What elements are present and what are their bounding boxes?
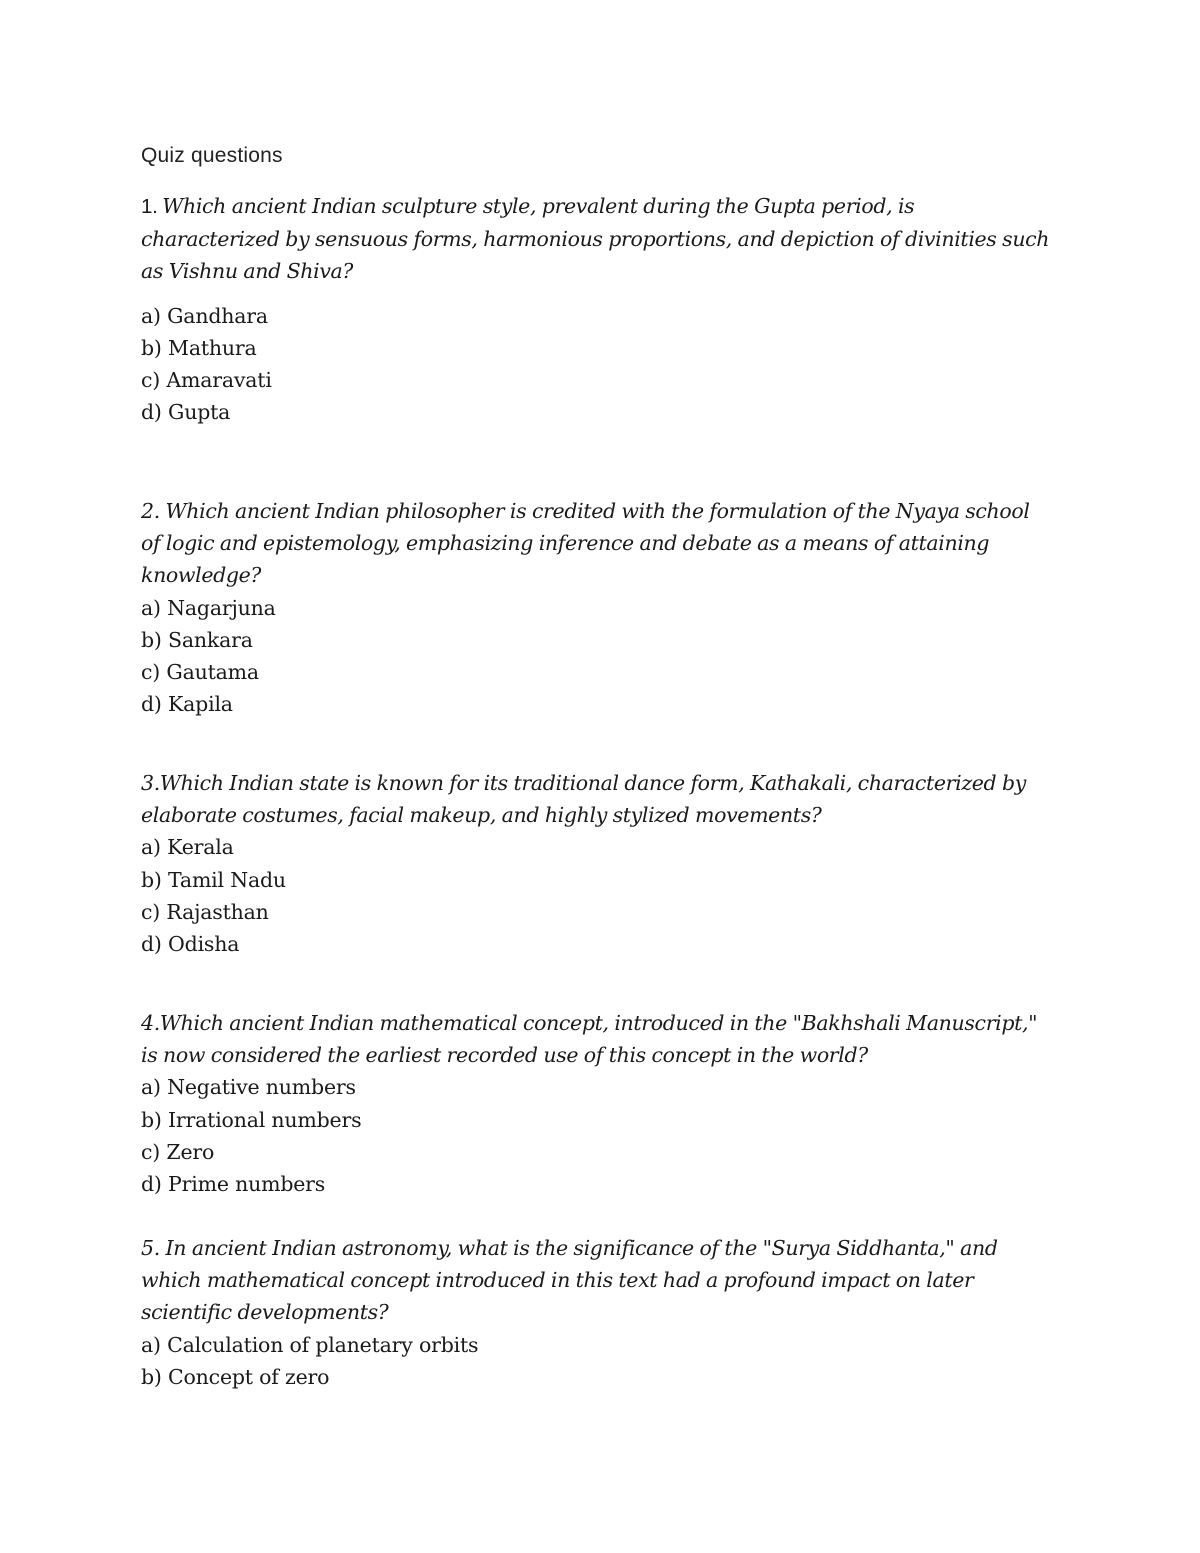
question-1-option-c: c) Amaravati (141, 367, 272, 392)
question-5-text (141, 1232, 1051, 1329)
question-4 (141, 1007, 1051, 1200)
question-5-prompt: In ancient Indian astronomy, what is the significance of the "Surya Siddhanta," and which mathematical concept introduced in this text had a profound impact on later scientific developments? (141, 1236, 998, 1325)
question-2-option-c: c) Gautama (141, 659, 259, 684)
question-2-prompt: Which ancient Indian philosopher is credited with the formulation of the Nyaya school of logic and epistemology, emphasizing inference and debate as a means of attaining knowledge? (141, 499, 1030, 588)
question-4-prompt: Which ancient Indian mathematical concept, introduced in the "Bakhshali Manuscript," is now considered the earliest recorded use of this concept in the world? (141, 1011, 1038, 1068)
question-1-option-d: d) Gupta (141, 400, 231, 425)
question-3-text (141, 767, 1051, 831)
document-heading: Quiz questions (141, 144, 283, 167)
question-5-separator: . (153, 1236, 166, 1260)
question-2-options (141, 592, 1051, 721)
question-1-option-a: a) Gandhara (141, 303, 268, 328)
question-3-number: 3 (141, 771, 154, 795)
question-2-option-b: b) Sankara (141, 627, 253, 652)
question-4-options (141, 1071, 1051, 1200)
question-3-prompt: Which Indian state is known for its traditional dance form, Kathakali, characterized by elaborate costumes, facial makeup, and highly stylized movements? (141, 771, 1026, 828)
question-3-option-b: b) Tamil Nadu (141, 867, 286, 892)
question-2-text (141, 495, 1051, 592)
question-2-number: 2 (141, 499, 154, 523)
question-4-option-a: a) Negative numbers (141, 1075, 356, 1100)
question-5 (141, 1232, 1051, 1393)
question-3-option-a: a) Kerala (141, 835, 234, 860)
question-3-option-d: d) Odisha (141, 931, 240, 956)
question-1 (141, 190, 1051, 428)
question-5-options (141, 1329, 1051, 1393)
question-4-text (141, 1007, 1051, 1071)
question-3-separator: . (153, 771, 160, 795)
question-1-text (141, 190, 1051, 288)
question-4-option-d: d) Prime numbers (141, 1171, 326, 1196)
question-5-option-a: a) Calculation of planetary orbits (141, 1332, 479, 1357)
question-4-option-b: b) Irrational numbers (141, 1107, 362, 1132)
question-1-number: 1 (141, 195, 153, 218)
question-3-options (141, 831, 1051, 960)
question-2-option-a: a) Nagarjuna (141, 595, 276, 620)
question-4-option-c: c) Zero (141, 1139, 215, 1164)
question-4-number: 4 (141, 1011, 154, 1035)
question-5-number: 5 (141, 1236, 154, 1260)
question-2-separator: . (153, 499, 166, 523)
question-3-option-c: c) Rajasthan (141, 899, 269, 924)
question-4-separator: . (153, 1011, 160, 1035)
question-2-option-d: d) Kapila (141, 692, 233, 717)
question-1-separator: . (152, 195, 163, 218)
question-5-option-b: b) Concept of zero (141, 1364, 330, 1389)
question-3 (141, 767, 1051, 960)
question-1-prompt: Which ancient Indian sculpture style, prevalent during the Gupta period, is characterized by sensuous forms, harmonious proportions, and depiction of divinities such as Vishnu and Shiva? (141, 194, 1050, 284)
question-1-options (141, 300, 1051, 429)
question-2 (141, 495, 1051, 720)
question-1-option-b: b) Mathura (141, 335, 257, 360)
